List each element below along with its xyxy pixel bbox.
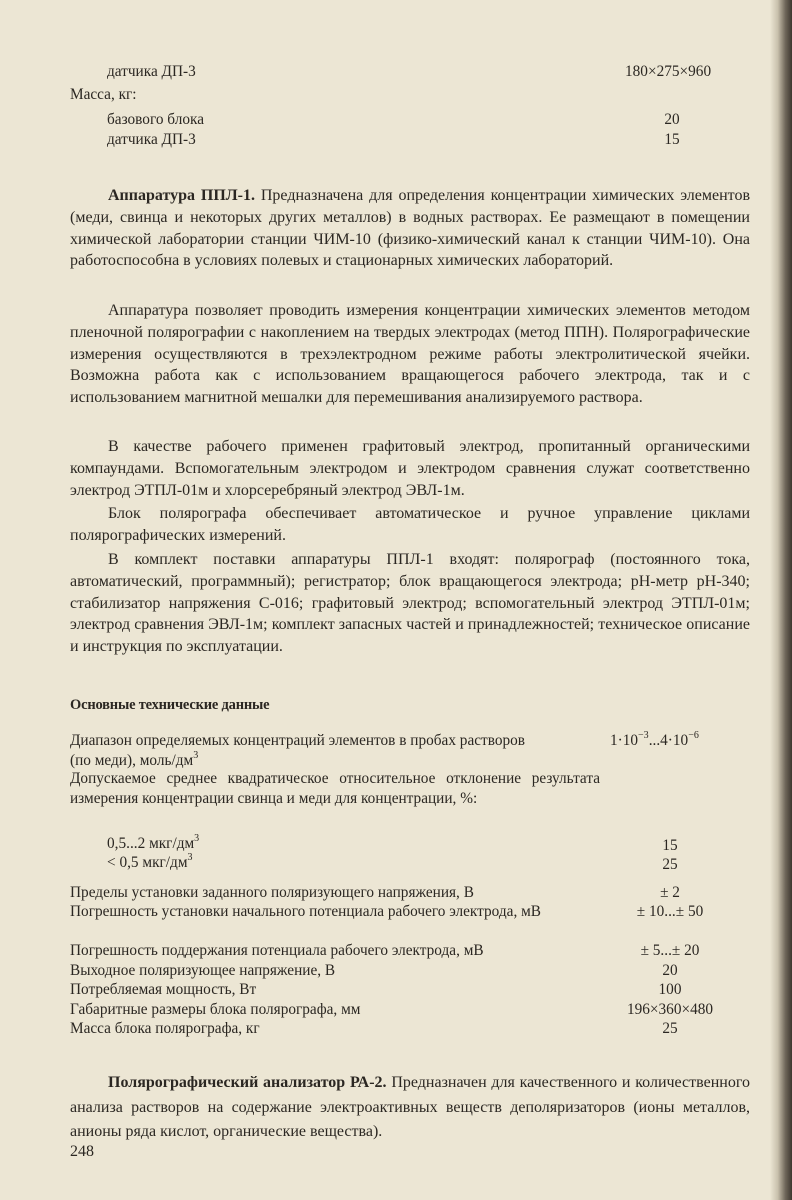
sensor-dims-label: датчика ДП-3 (107, 63, 196, 80)
maintain-pot-label: Погрешность поддержания потенциала рабочего электрода, мВ (70, 942, 484, 959)
conc2-label: < 0,5 мкг/$дм^3$ (107, 851, 193, 871)
polar-range-label: Пределы установки заданного поляризующего напряжения, В (70, 884, 474, 901)
ppl1-control-paragraph: Блок полярографа обеспечивает автоматическое и ручное управление циклами полярографических измерений. (70, 505, 750, 544)
page-number: 248 (70, 1143, 94, 1160)
ppl1-title: Аппаратура ППЛ-1. (108, 187, 256, 204)
conc1-label: 0,5...2 мкг/$дм^3$ (107, 832, 200, 852)
range-value: $1\cdot 10^{-3}...4\cdot 10^{-6}$ (610, 729, 699, 749)
mass-label: Масса, кг: (70, 86, 137, 103)
sensor-mass-value: 15 (664, 131, 680, 148)
base-unit-value: 20 (664, 111, 680, 128)
output-voltage-label: Выходное поляризующее напряжение, В (70, 962, 336, 979)
deviation-label: Допускаемое среднее квадратическое относительное отклонение результата измерения концентрации свинца и меди для концентрации, %: (70, 770, 600, 807)
maintain-pot-value: ± 5...± 20 (640, 942, 700, 959)
ra2-text: Предназначен для качественного и количественного анализа растворов на содержание электроактивных веществ деполяризаторов (ионы металлов, анионы ряда кислот, органические вещества). (70, 1074, 751, 1140)
mass-block-label: Масса блока полярографа, кг (70, 1020, 260, 1037)
page-edge-shadow (770, 0, 792, 1200)
ra2-title: Полярографический анализатор РА-2. (108, 1074, 387, 1091)
ra2-paragraph (70, 1071, 750, 1145)
dims-label: Габаритные размеры блока полярографа, мм (70, 1001, 361, 1018)
base-unit-label: базового блока (107, 111, 204, 128)
sensor-dims-value: 180×275×960 (625, 63, 712, 80)
dims-value: 196×360×480 (626, 1001, 714, 1018)
ppl1-electrode-paragraph: В качестве рабочего применен графитовый электрод, пропитанный органическими компаундами. Вспомогательным электродом и электродом сравнения служат соответственно электрод ЭТПЛ-01м и хлорсеребряный электрод ЭВЛ-1м. (70, 438, 750, 499)
conc1-value: 15 (662, 837, 678, 854)
ppl1-intro-text: Предназначена для определения концентрации химических элементов (меди, свинца и некоторых других металлов) в водных растворах. Ее размещают в помещении химической лаборатории станции ЧИМ-10 (физико-химический канал к станции ЧИМ-10). Она работоспособна в условиях полевых и стационарных химических лабораторий. (70, 187, 751, 270)
sensor-mass-label: датчика ДП-3 (107, 131, 196, 148)
initial-pot-label: Погрешность установки начального потенциала рабочего электрода, мВ (70, 903, 541, 920)
power-value: 100 (658, 981, 682, 998)
polar-range-value: ± 2 (660, 884, 680, 901)
initial-pot-value: ± 10...± 50 (636, 903, 704, 920)
ppl1-intro-paragraph (70, 185, 750, 272)
ppl1-method-paragraph: Аппаратура позволяет проводить измерения концентрации химических элементов методом пленочной полярографии с накоплением на твердых электродах (метод ППН). Полярографические измерения осуществляются в трехэлектродном режиме работы электролитической ячейки. Возможна работа как с использованием вращающегося рабочего электрода, так и с использованием магнитной мешалки для перемешивания анализируемого раствора. (70, 302, 750, 407)
mass-block-value: 25 (662, 1020, 678, 1037)
output-voltage-value: 20 (662, 962, 678, 979)
ppl1-kit-paragraph: В комплект поставки аппаратуры ППЛ-1 входят: полярограф (постоянного тока, автоматический, программный); регистратор; блок вращающегося электрода; pH-метр pH-340; стабилизатор напряжения С-016; графитовый электрод; вспомогательный электрод ЭТПЛ-01м; электрод сравнения ЭВЛ-1м; комплект запасных частей и принадлежностей; техническое описание и инструкция по эксплуатации. (70, 551, 750, 656)
specs-heading: Основные технические данные (70, 697, 270, 713)
power-label: Потребляемая мощность, Вт (70, 981, 257, 998)
range-label-line1: Диапазон определяемых концентраций элементов в пробах растворов (70, 732, 525, 749)
range-label-line2: (по меди), моль/$дм^3$ (70, 749, 199, 769)
conc2-value: 25 (662, 856, 678, 873)
